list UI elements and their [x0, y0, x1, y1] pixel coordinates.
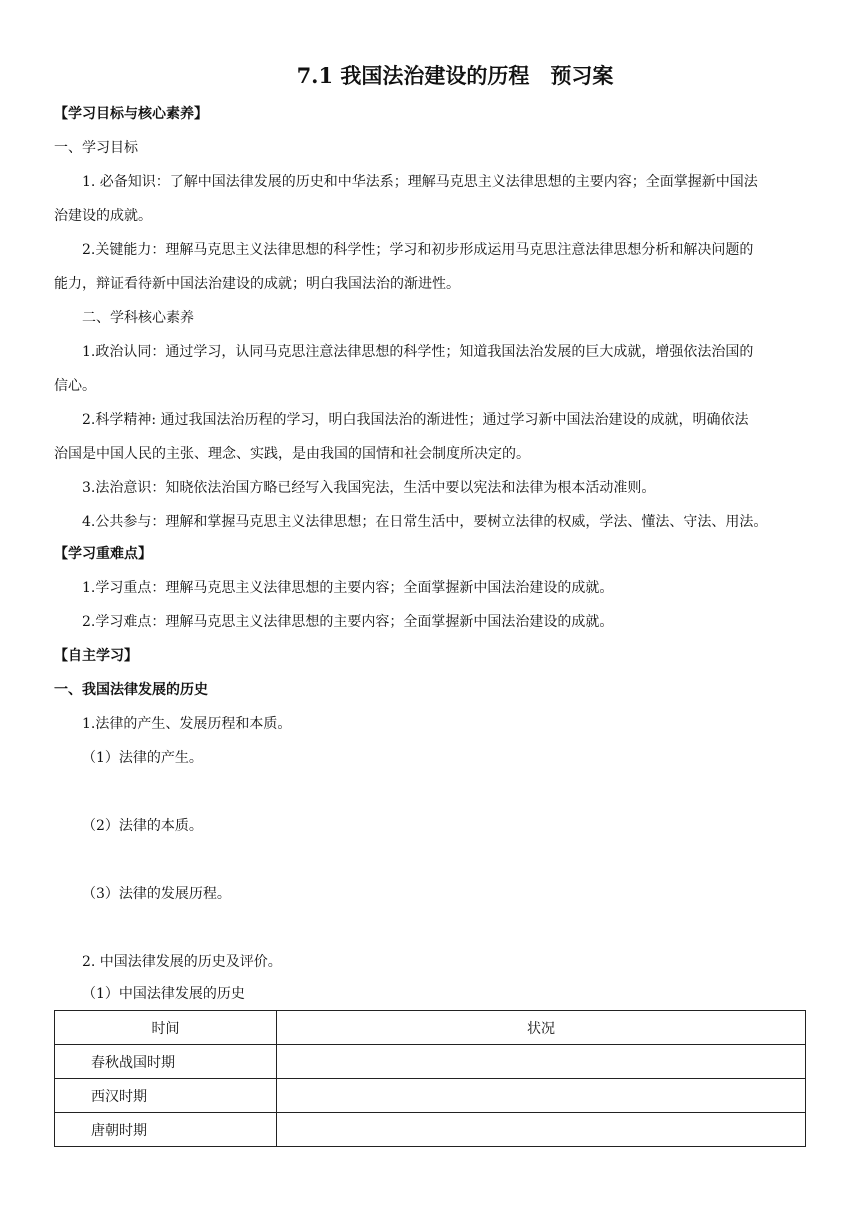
table-header-row — [55, 1011, 806, 1045]
section-core-literacy: 二、学科核心素养 — [82, 310, 194, 326]
status-cell[interactable] — [277, 1113, 806, 1147]
objective-1-line-1: 1. 必备知识：了解中国法律发展的历史和中华法系；理解马克思主义法律思想的主要内容；全面掌握新中国法 — [82, 174, 758, 190]
section-objectives: 一、学习目标 — [54, 140, 138, 156]
objective-2-line-2: 能力，辩证看待新中国法治建设的成就；明白我国法治的渐进性。 — [54, 276, 460, 292]
question-2-1: （1）中国法律发展的历史 — [82, 986, 245, 1002]
history-table — [54, 1010, 806, 1147]
core-1-line-2: 信心。 — [54, 378, 96, 394]
period-cell: 唐朝时期 — [55, 1113, 277, 1147]
core-2-line-2: 治国是中国人民的主张、理念、实践，是由我国的国情和社会制度所决定的。 — [54, 446, 530, 462]
key-point-1: 1.学习重点：理解马克思主义法律思想的主要内容；全面掌握新中国法治建设的成就。 — [82, 580, 614, 596]
period-cell: 西汉时期 — [55, 1079, 277, 1113]
question-1-3: （3）法律的发展历程。 — [82, 886, 231, 902]
question-1-2: （2）法律的本质。 — [82, 818, 203, 834]
question-2: 2. 中国法律发展的历史及评价。 — [82, 954, 282, 970]
table-row — [55, 1113, 806, 1147]
question-1: 1.法律的产生、发展历程和本质。 — [82, 716, 292, 732]
core-1-line-1: 1.政治认同：通过学习，认同马克思注意法律思想的科学性；知道我国法治发展的巨大成就，增强依法治国的 — [82, 344, 754, 360]
column-header-status: 状况 — [277, 1011, 806, 1045]
core-3: 3.法治意识：知晓依法治国方略已经写入我国宪法，生活中要以宪法和法律为根本活动准则。 — [82, 480, 656, 496]
question-1-1: （1）法律的产生。 — [82, 750, 203, 766]
self-study-header: 【自主学习】 — [54, 648, 138, 664]
keypoints-header: 【学习重难点】 — [54, 546, 152, 562]
column-header-time: 时间 — [55, 1011, 277, 1045]
objective-2-line-1: 2.关键能力：理解马克思主义法律思想的科学性；学习和初步形成运用马克思注意法律思想分析和解决问题的 — [82, 242, 754, 258]
status-cell[interactable] — [277, 1045, 806, 1079]
core-4: 4.公共参与：理解和掌握马克思主义法律思想；在日常生活中，要树立法律的权威，学法、懂法、守法、用法。 — [82, 514, 768, 530]
status-cell[interactable] — [277, 1079, 806, 1113]
period-cell: 春秋战国时期 — [55, 1045, 277, 1079]
objectives-header: 【学习目标与核心素养】 — [54, 106, 208, 122]
table-row — [55, 1045, 806, 1079]
table-row — [55, 1079, 806, 1113]
key-point-2: 2.学习难点：理解马克思主义法律思想的主要内容；全面掌握新中国法治建设的成就。 — [82, 614, 614, 630]
objective-1-line-2: 治建设的成就。 — [54, 208, 152, 224]
core-2-line-1: 2.科学精神: 通过我国法治历程的学习，明白我国法治的渐进性；通过学习新中国法治建设的成就，明确依法 — [82, 412, 749, 428]
part-1-heading: 一、我国法律发展的历史 — [54, 682, 208, 698]
page-title: 7.1 我国法治建设的历程 预习案 — [296, 63, 614, 88]
